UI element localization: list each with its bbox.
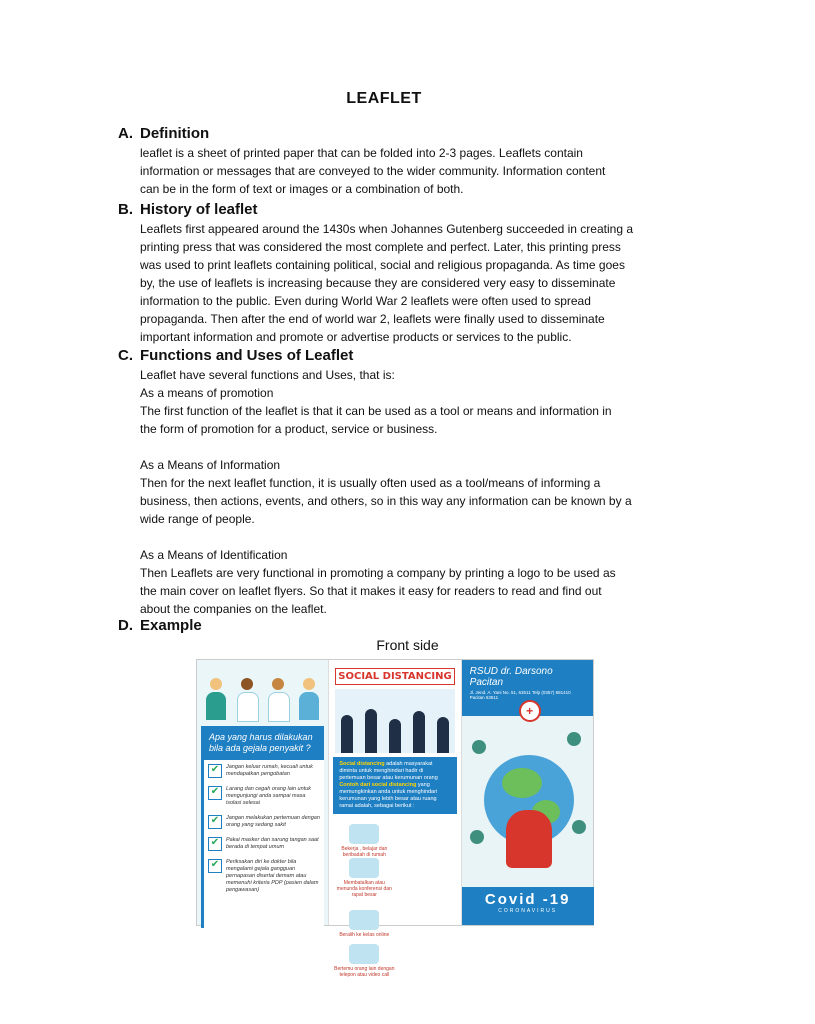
- text-line: about the companies on the leaflet.: [140, 602, 327, 616]
- hospital-logo-icon: +: [519, 700, 541, 722]
- section-title: Example: [140, 617, 202, 634]
- text-line: information or messages that are conveyed to the wider community. Information content: [140, 164, 606, 178]
- social-distancing-tips: [329, 814, 460, 982]
- section-body: [118, 366, 678, 618]
- covid-title-block: [462, 887, 594, 925]
- section-title: Functions and Uses of Leaflet: [140, 347, 354, 364]
- tip-item: Bekerja , belajar dan beribadah di rumah: [333, 818, 395, 858]
- example-leaflet-image: [196, 659, 594, 978]
- text-line: Leaflet have several functions and Uses, that is:: [140, 368, 395, 382]
- text-line: Then Leaflets are very functional in promoting a company by printing a logo to be used as: [140, 566, 616, 580]
- text-line: information to the public. Even during World War 2 leaflets were often used to spread: [140, 294, 591, 308]
- section-body: [118, 220, 678, 346]
- social-distancing-info: Social distancing adalah masyarakat diminta untuk menghindari hadir di pertemuan besar atau kerumunan orang Contoh dari social distancing yang memungkinkan anda untuk menghindari kerumunan yang lebih besar atau ruang ramai adalah, sebagai berikut :: [333, 757, 456, 814]
- text-line: business, then actions, events, and others, so in this way any information can be known by a: [140, 494, 632, 508]
- hospital-address: Jl. Jend. A. Yani No. 51, 63511 Telp (0357) 881410 Pacitan 63511: [469, 690, 571, 700]
- checklist-item: ✔ Pakai masker dan sarung tangan saat berada di tempat umum: [208, 837, 320, 851]
- text-line: propaganda. Then after the end of world war 2, leaflets were finally used to disseminate: [140, 312, 605, 326]
- crowd-silhouette-illustration: [335, 689, 454, 753]
- checklist-item: ✔ Larang dan cegah orang lain untuk mengunjungi anda sampai masa isolasi selesai: [208, 786, 320, 807]
- text-line: printing press that was considered the most complete and perfect. Later, this printing press: [140, 240, 621, 254]
- section-title: Definition: [140, 125, 210, 142]
- text-line: was used to print leaflets containing political, social and religious propaganda. As time goes: [140, 258, 625, 272]
- section-letter: D.: [118, 617, 133, 634]
- section-letter: C.: [118, 347, 133, 364]
- leaflet-panel-social-distancing: [328, 660, 461, 978]
- section-letter: A.: [118, 125, 133, 142]
- text-line: by, the use of leaflets is increasing because they are considered very easy to disseminate: [140, 276, 616, 290]
- section-functions: [118, 346, 678, 618]
- section-definition: [118, 124, 678, 198]
- section-heading: [118, 200, 678, 220]
- section-heading: [118, 346, 678, 366]
- coronavirus-subtitle: CORONAVIRUS: [498, 908, 558, 914]
- text-line: the form of promotion for a product, service or business.: [140, 422, 438, 436]
- subsection-title: As a Means of Identification: [140, 548, 288, 562]
- checkbox-icon: ✔: [208, 859, 222, 873]
- checklist-item: ✔ Jangan keluar rumah, kecuali untuk mendapatkan pengobatan: [208, 764, 320, 778]
- section-body: [118, 144, 678, 198]
- section-heading: [118, 124, 678, 144]
- section-heading: [118, 616, 678, 636]
- checklist-item: ✔ Jangan melakukan pertemuan dengan orang yang sedang sakit: [208, 815, 320, 829]
- medical-staff-illustration: [197, 660, 328, 722]
- section-title: History of leaflet: [140, 201, 258, 218]
- checkbox-icon: ✔: [208, 837, 222, 851]
- symptoms-checklist: [201, 760, 324, 928]
- text-line: Then for the next leaflet function, it is usually often used as a tool/means of informing a: [140, 476, 601, 490]
- section-example: [118, 616, 678, 636]
- leaflet-panel-cover: [462, 660, 593, 925]
- leaflet-panel-symptoms: [197, 660, 328, 925]
- text-line: The first function of the leaflet is that it can be used as a tool or means and information in: [140, 404, 612, 418]
- text-line: important information and promote or advertise products or services to the public.: [140, 330, 572, 344]
- tip-item: Membatalkan atau menunda konferensi dan rapat besar: [333, 858, 395, 898]
- section-letter: B.: [118, 201, 133, 218]
- covid-title: Covid -19: [484, 891, 571, 908]
- front-side-caption: Front side: [376, 637, 439, 653]
- subsection-title: As a Means of Information: [140, 458, 281, 472]
- symptoms-question: Apa yang harus dilakukan bila ada gejala penyakit ?: [201, 726, 324, 760]
- text-line: the main cover on leaflet flyers. So that it makes it easy for readers to read and find out: [140, 584, 602, 598]
- masked-person-illustration: [506, 810, 552, 868]
- text-line: Leaflets first appeared around the 1430s when Johannes Gutenberg succeeded in creating a: [140, 222, 634, 236]
- tip-item: Bertemu orang lain dengan telepon atau video call: [333, 938, 395, 978]
- checkbox-icon: ✔: [208, 786, 222, 800]
- text-line: can be in the form of text or images or a combination of both.: [140, 182, 464, 196]
- text-line: leaflet is a sheet of printed paper that can be folded into 2-3 pages. Leaflets contain: [140, 146, 583, 160]
- text-line: wide range of people.: [140, 512, 255, 526]
- checklist-item: ✔ Periksakan diri ke dokter bila mengalami gejala gangguan pernapasan disertai demam atau memenuhi kriteria PDP (pasien dalam pengawasan): [208, 859, 320, 894]
- social-distancing-banner: SOCIAL DISTANCING: [335, 668, 454, 685]
- tip-item: Beralih ke kelas online: [333, 898, 395, 938]
- page-title: LEAFLET: [346, 90, 422, 107]
- subsection-title: As a means of promotion: [140, 386, 274, 400]
- checkbox-icon: ✔: [208, 815, 222, 829]
- section-history: [118, 200, 678, 346]
- checkbox-icon: ✔: [208, 764, 222, 778]
- hospital-name: RSUD dr. Darsono Pacitan: [469, 666, 553, 688]
